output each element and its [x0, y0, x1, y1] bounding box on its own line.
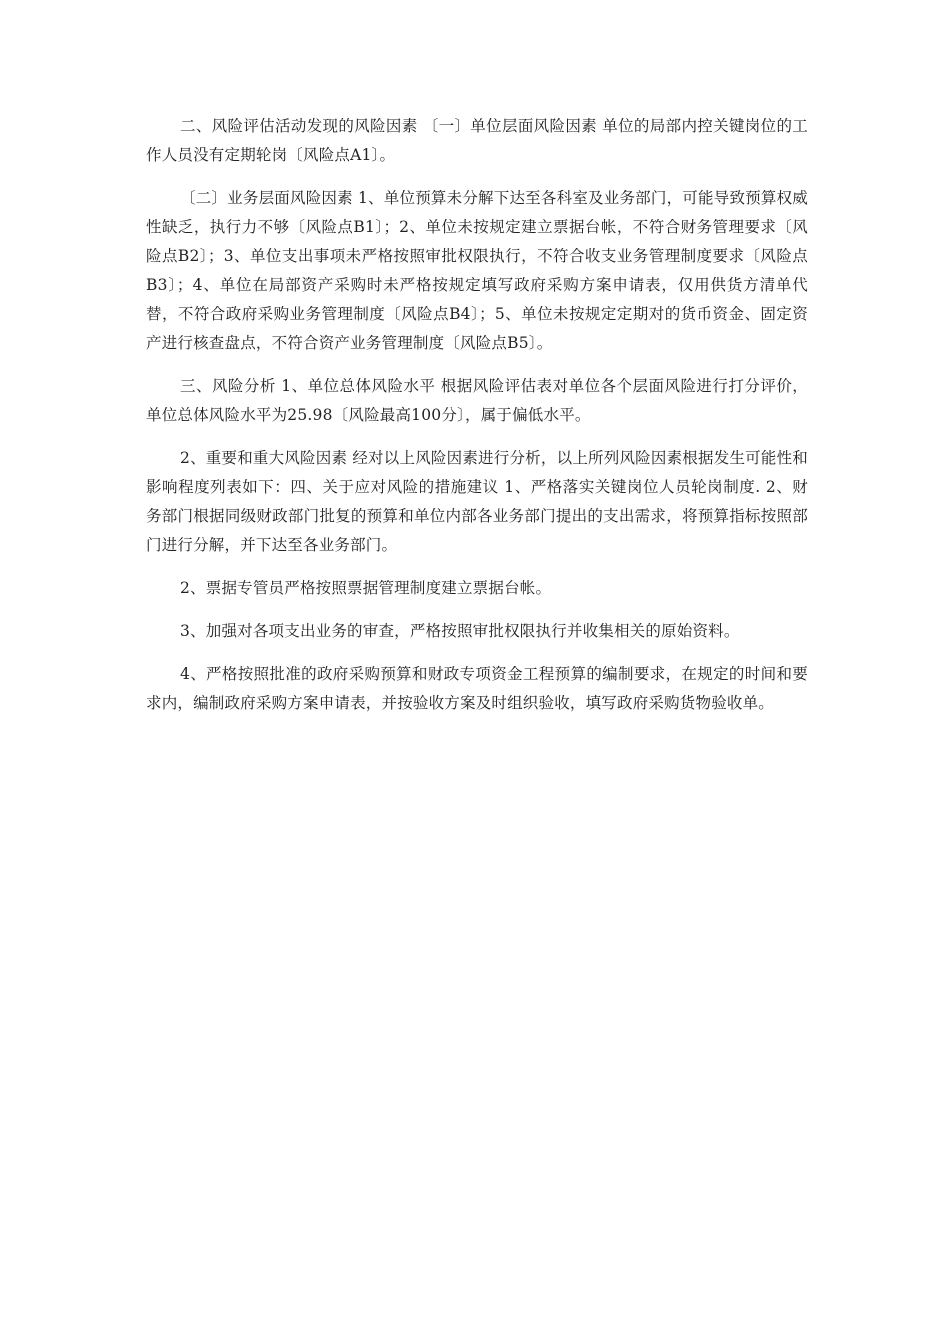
paragraph-risk-factors: 二、风险评估活动发现的风险因素 〔一〕单位层面风险因素 单位的局部内控关键岗位的工作人员没有定期轮岗〔风险点A1〕。 — [146, 117, 808, 164]
paragraph-major-risk-and-measures: 2、重要和重大风险因素 经对以上风险因素进行分析，以上所列风险因素根据发生可能性和影响程度列表如下：四、关于应对风险的措施建议 1、严格落实关键岗位人员轮岗制度. 2、财务部门根据同级财政部门批复的预算和单位内部各业务部门提出的支出需求，将预算指标按照部门进行分解，并下达至各业务部门。 — [146, 449, 808, 554]
paragraph-business-risk-factors: 〔二〕业务层面风险因素 1、单位预算未分解下达至各科室及业务部门，可能导致预算权威性缺乏，执行力不够〔风险点B1〕；2、单位未按规定建立票据台帐，不符合财务管理要求〔风险点B2〕；3、单位支出事项未严格按照审批权限执行，不符合收支业务管理制度要求〔风险点B3〕；4、单位在局部资产采购时未严格按规定填写政府采购方案申请表，仅用供货方清单代替，不符合政府采购业务管理制度〔风险点B4〕；5、单位未按规定定期对的货币资金、固定资产进行核查盘点，不符合资产业务管理制度〔风险点B5〕。 — [146, 189, 808, 352]
paragraph-measure-procurement: 4、严格按照批准的政府采购预算和财政专项资金工程预算的编制要求，在规定的时间和要求内，编制政府采购方案申请表，并按验收方案及时组织验收，填写政府采购货物验收单。 — [146, 665, 808, 712]
paragraph-measure-bills: 2、票据专管员严格按照票据管理制度建立票据台帐。 — [180, 579, 552, 597]
document-body — [146, 112, 808, 732]
paragraph-risk-analysis: 三、风险分析 1、单位总体风险水平 根据风险评估表对单位各个层面风险进行打分评价，单位总体风险水平为25.98〔风险最高100分〕，属于偏低水平。 — [146, 377, 808, 424]
paragraph-measure-expenditure: 3、加强对各项支出业务的审查，严格按照审批权限执行并收集相关的原始资料。 — [180, 622, 740, 640]
